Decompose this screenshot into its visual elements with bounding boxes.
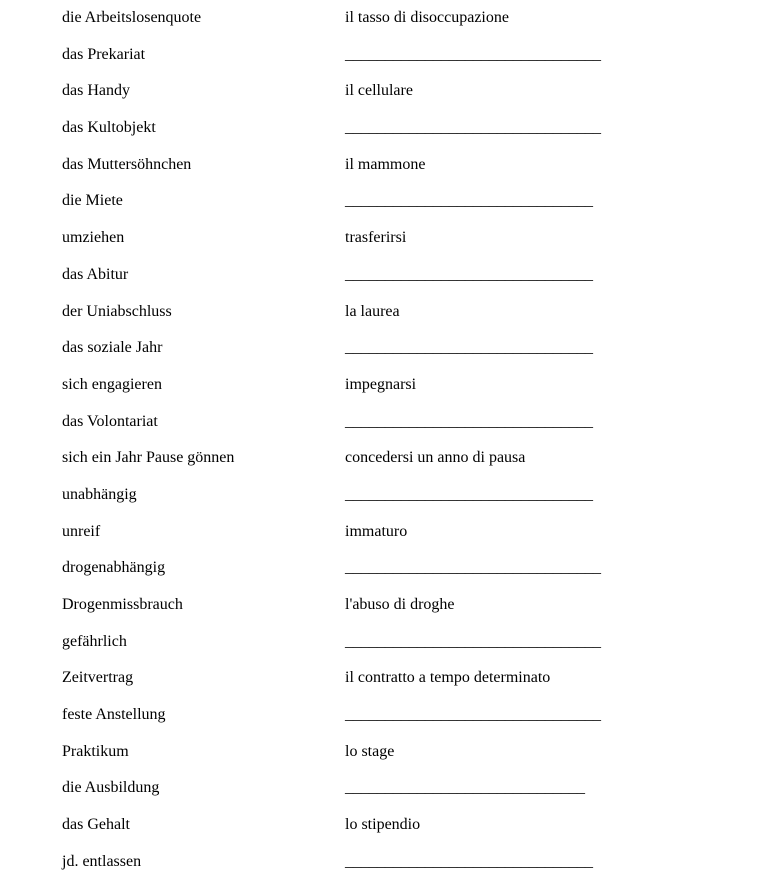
- italian-term: il cellulare: [345, 82, 413, 100]
- answer-blank[interactable]: _______________________________: [345, 852, 593, 870]
- vocab-row: [0, 73, 763, 110]
- german-term: das Prekariat: [62, 45, 146, 63]
- vocab-row: [0, 514, 763, 551]
- answer-blank[interactable]: _______________________________: [345, 265, 593, 283]
- german-term: unreif: [62, 522, 101, 540]
- italian-term: impegnarsi: [345, 375, 417, 393]
- italian-term: lo stipendio: [345, 816, 421, 834]
- german-term: das Volontariat: [62, 412, 158, 430]
- german-term: feste Anstellung: [62, 706, 166, 724]
- german-term: sich engagieren: [62, 375, 162, 393]
- answer-blank[interactable]: ________________________________: [345, 706, 601, 724]
- vocab-row: [0, 257, 763, 294]
- german-term: das Handy: [62, 82, 130, 100]
- vocab-row: [0, 367, 763, 404]
- german-term: die Arbeitslosenquote: [62, 9, 202, 26]
- vocab-row: [0, 37, 763, 74]
- german-term: der Uniabschluss: [62, 302, 172, 320]
- german-term: das Abitur: [62, 265, 129, 283]
- italian-term: l'abuso di droghe: [345, 596, 455, 613]
- german-term: umziehen: [62, 229, 125, 247]
- answer-blank[interactable]: ______________________________: [345, 779, 585, 797]
- italian-term: il mammone: [345, 155, 426, 173]
- answer-blank[interactable]: ________________________________: [345, 45, 601, 63]
- german-term: Zeitvertrag: [62, 669, 134, 687]
- answer-blank[interactable]: _______________________________: [345, 412, 593, 430]
- german-term: drogenabhängig: [62, 559, 166, 577]
- german-term: unabhängig: [62, 485, 137, 503]
- vocab-row: [0, 294, 763, 331]
- german-term: Praktikum: [62, 742, 129, 760]
- vocab-row: [0, 110, 763, 147]
- german-term: das Muttersöhnchen: [62, 155, 192, 173]
- italian-term: il contratto a tempo determinato: [345, 669, 551, 687]
- italian-term: la laurea: [345, 302, 400, 320]
- answer-blank[interactable]: _______________________________: [345, 339, 593, 357]
- answer-blank[interactable]: _______________________________: [345, 192, 593, 210]
- german-term: das Gehalt: [62, 816, 130, 834]
- german-term: das Kultobjekt: [62, 119, 156, 137]
- german-term: das soziale Jahr: [62, 339, 163, 357]
- vocab-row: [0, 147, 763, 184]
- answer-blank[interactable]: ________________________________: [345, 559, 601, 577]
- vocab-row: [0, 183, 763, 220]
- vocab-row: [0, 844, 763, 881]
- vocab-row: [0, 734, 763, 771]
- vocab-row: [0, 624, 763, 661]
- italian-term: concedersi un anno di pausa: [345, 449, 526, 467]
- vocab-row: [0, 440, 763, 477]
- vocab-row: [0, 587, 763, 624]
- german-term: sich ein Jahr Pause gönnen: [62, 449, 235, 467]
- german-term: Drogenmissbrauch: [62, 596, 183, 613]
- vocab-row: [0, 220, 763, 257]
- vocab-row: [0, 660, 763, 697]
- vocab-row: [0, 770, 763, 807]
- answer-blank[interactable]: ________________________________: [345, 119, 601, 137]
- german-term: die Miete: [62, 192, 123, 210]
- german-term: jd. entlassen: [62, 852, 142, 870]
- answer-blank[interactable]: _______________________________: [345, 485, 593, 503]
- italian-term: lo stage: [345, 742, 395, 760]
- answer-blank[interactable]: ________________________________: [345, 632, 601, 650]
- vocab-row: [0, 550, 763, 587]
- vocab-row: [0, 807, 763, 844]
- italian-term: immaturo: [345, 522, 408, 540]
- german-term: die Ausbildung: [62, 779, 160, 797]
- vocab-row: [0, 697, 763, 734]
- vocab-row: [0, 330, 763, 367]
- vocab-row: [0, 404, 763, 441]
- vocab-row: [0, 0, 763, 37]
- vocab-row: [0, 477, 763, 514]
- italian-term: il tasso di disoccupazione: [345, 9, 509, 26]
- german-term: gefährlich: [62, 632, 127, 650]
- italian-term: trasferirsi: [345, 229, 407, 247]
